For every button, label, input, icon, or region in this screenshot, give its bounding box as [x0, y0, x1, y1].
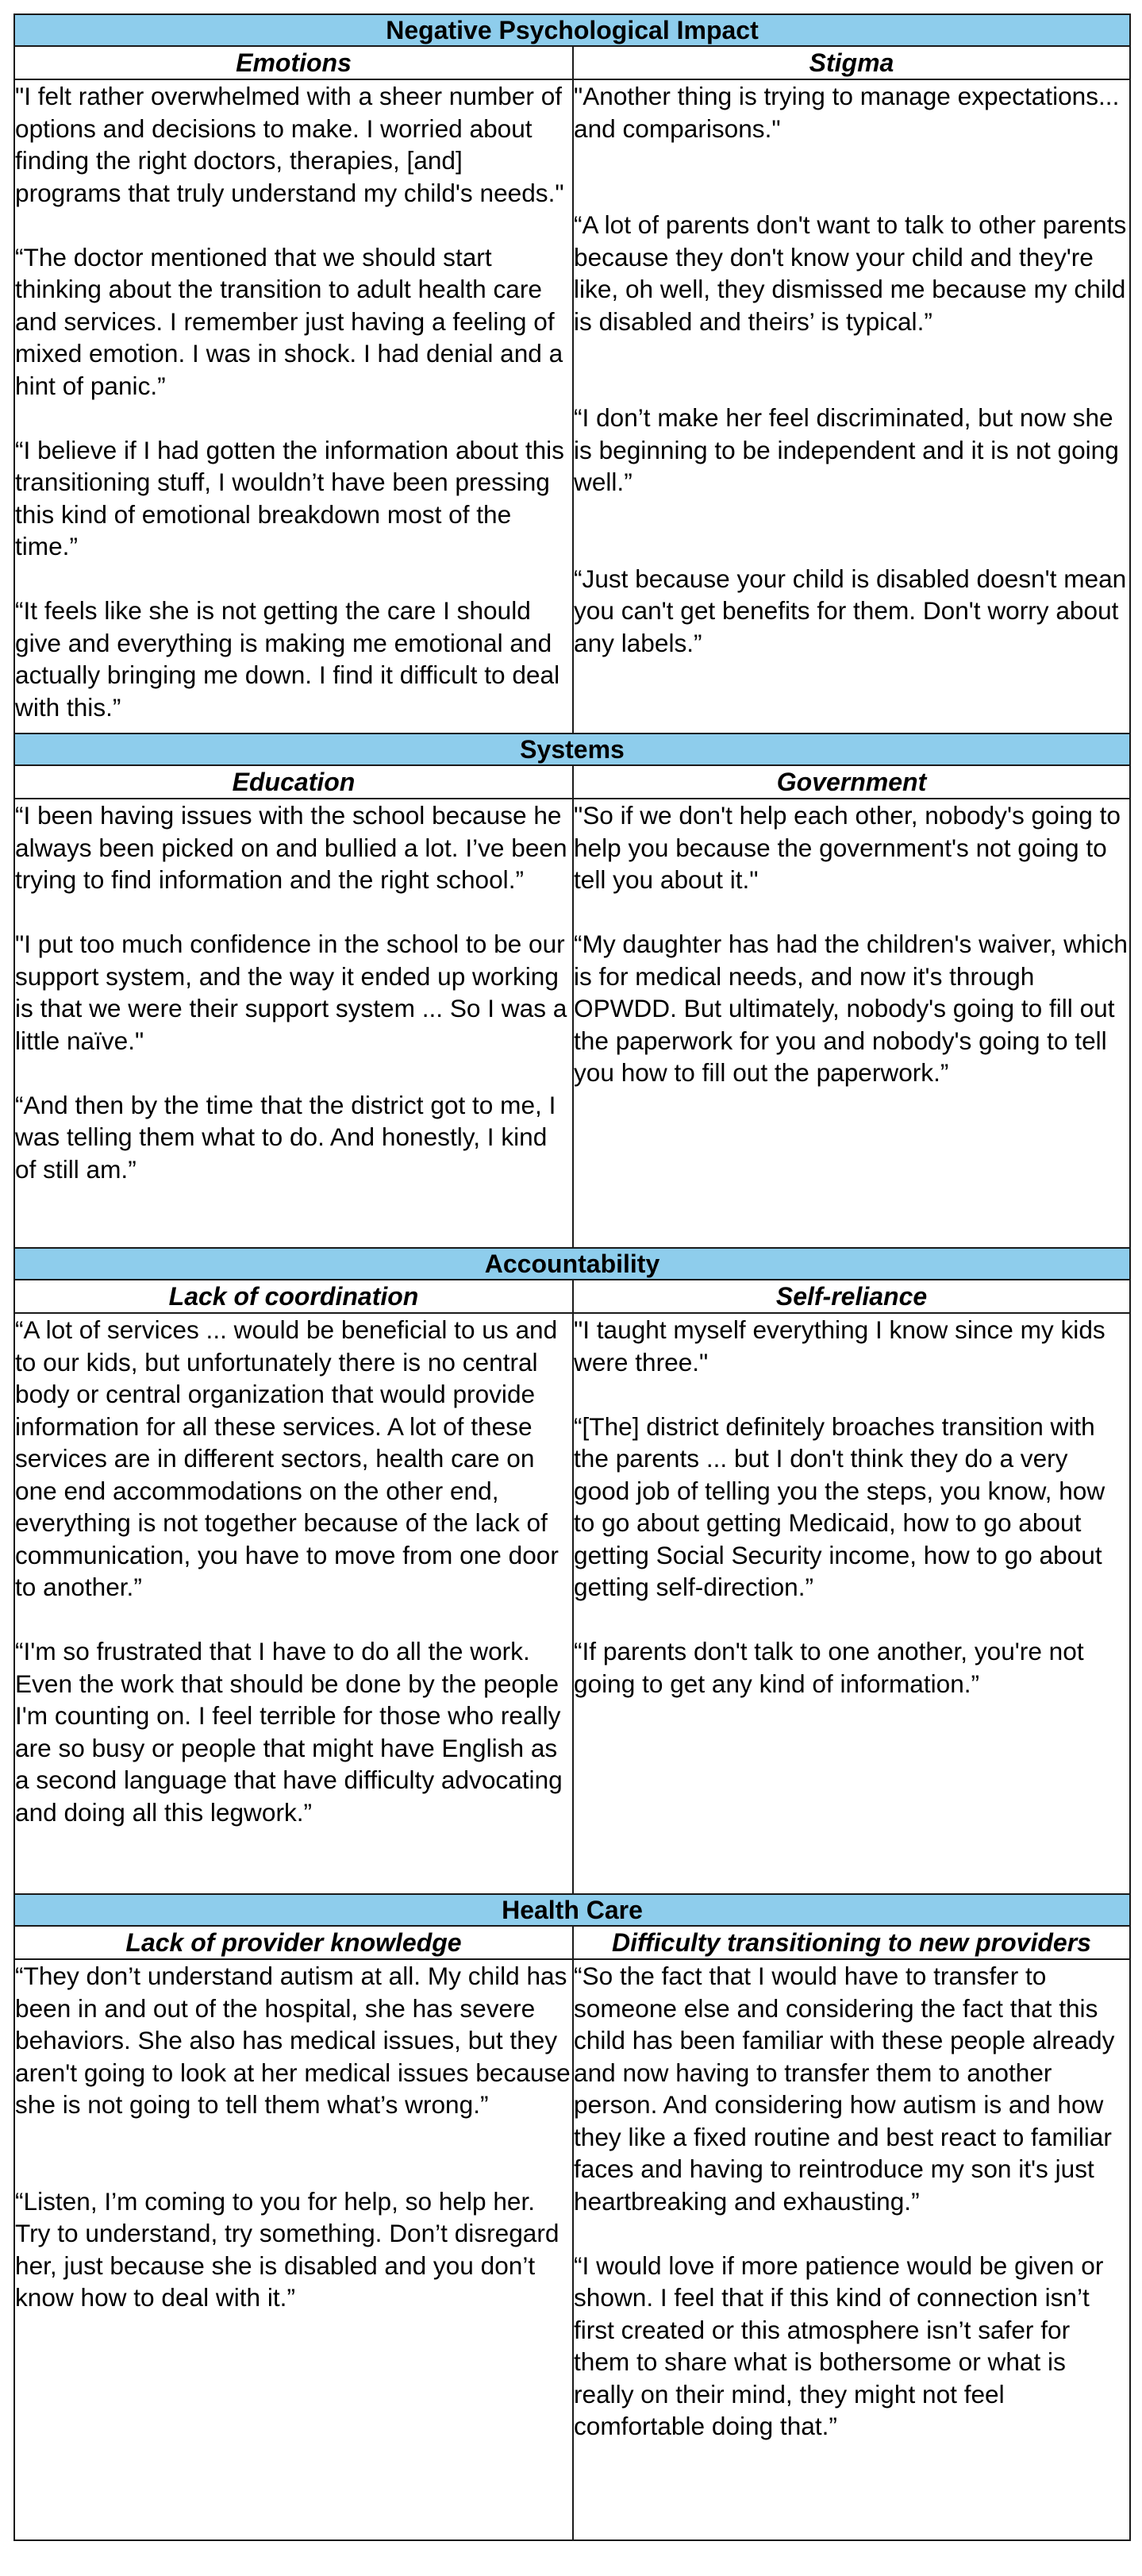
column-heading: Education: [14, 765, 573, 799]
quote-text: “It feels like she is not getting the care I should give and everything is making me emotional and actually bringing me down. I find it difficult to deal with this.”: [15, 596, 560, 722]
quote-text: “[The] district definitely broaches transition with the parents ... but I don't think they do a very good job of telling you the steps, you know, how to go about getting Medicaid, how to go about getting Social Security income, how to go about getting self-direction.”: [574, 1411, 1105, 1601]
quote-text: “I would love if more patience would be given or shown. I feel that if this kind of connection isn’t first created or this atmosphere isn’t safer for them to share what is bothersome or what is really on their mind, they might not feel comfortable doing that.”: [574, 2251, 1104, 2440]
section-header-row: [14, 14, 1130, 46]
quote-text: “Just because your child is disabled doesn't mean you can't get benefits for them. Don't worry about any labels.”: [574, 564, 1127, 657]
section-title: Negative Psychological Impact: [14, 14, 1130, 46]
quote-text: “They don’t understand autism at all. My child has been in and out of the hospital, she has severe behaviors. She also has medical issues, but they aren't going to look at her medical issues because she is not going to tell them what’s wrong.”: [15, 1962, 571, 2119]
column-heading: Lack of provider knowledge: [14, 1926, 573, 1959]
quote-text: “I believe if I had gotten the information about this transitioning stuff, I wouldn’t have been pressing this kind of emotional breakdown most of the time.”: [15, 435, 564, 560]
quote-cell: [14, 799, 573, 1248]
section-header-row: [14, 1894, 1130, 1926]
subheader-row: [14, 765, 1130, 799]
quote-text: “If parents don't talk to one another, you're not going to get any kind of information.”: [574, 1637, 1084, 1698]
column-heading: Emotions: [14, 46, 573, 79]
subheader-row: [14, 46, 1130, 79]
quotes-row: [14, 1313, 1130, 1894]
quote-text: “I'm so frustrated that I have to do all the work. Even the work that should be done by the people I'm counting on. I feel terrible for those who really are so busy or people that might have English as a second language that have difficulty advocating and doing all this legwork.”: [15, 1637, 563, 1827]
column-heading: Stigma: [573, 46, 1130, 79]
section-title: Health Care: [14, 1894, 1130, 1926]
section-header-row: [14, 734, 1130, 765]
subheader-row: [14, 1926, 1130, 1959]
quotes-row: [14, 79, 1130, 734]
quote-text: “So the fact that I would have to transfer to someone else and considering the fact that this child has been familiar with these people already and now having to transfer them to another person. And considering how autism is and how they like a fixed routine and best react to familiar faces and having to reintroduce my son it's just heartbreaking and exhausting.”: [574, 1962, 1115, 2216]
quote-text: “The doctor mentioned that we should start thinking about the transition to adult health care and services. I remember just having a feeling of mixed emotion. I was in shock. I had denial and a hint of panic.”: [15, 242, 563, 400]
quote-text: "I felt rather overwhelmed with a sheer number of options and decisions to make. I worried about finding the right doctors, therapies, [and] programs that truly understand my child's needs.": [15, 82, 564, 207]
section-header-row: [14, 1248, 1130, 1280]
column-heading: Government: [573, 765, 1130, 799]
quote-text: "Another thing is trying to manage expectations... and comparisons.": [574, 82, 1120, 143]
quote-text: "I taught myself everything I know since my kids were three.": [574, 1315, 1105, 1377]
quote-cell: [573, 799, 1130, 1248]
quote-text: “My daughter has had the children's waiver, which is for medical needs, and now it's through OPWDD. But ultimately, nobody's going to fill out the paperwork for you and nobody's going to tell you how to fill out the paperwork.”: [574, 930, 1128, 1087]
quote-text: “I don’t make her feel discriminated, but now she is beginning to be independent and it is not going well.”: [574, 403, 1119, 496]
quote-text: "I put too much confidence in the school to be our support system, and the way it ended up working is that we were their support system ... So I was a little naïve.": [15, 930, 567, 1055]
subheader-row: [14, 1280, 1130, 1313]
quotes-table: [13, 13, 1131, 2541]
quote-text: “Listen, I’m coming to you for help, so help her. Try to understand, try something. Don’t disregard her, just because she is disabled and you don’t know how to deal with it.”: [15, 2186, 559, 2312]
quote-text: “I been having issues with the school because he always been picked on and bullied a lot. I’ve been trying to find information and the right school.”: [15, 801, 567, 894]
column-heading: Self-reliance: [573, 1280, 1130, 1313]
quote-cell: [573, 79, 1130, 734]
column-heading: Lack of coordination: [14, 1280, 573, 1313]
quote-text: “A lot of parents don't want to talk to other parents because they don't know your child and they're like, oh well, they dismissed me because my child is disabled and theirs’ is typical.”: [574, 210, 1127, 336]
quote-text: “A lot of services ... would be beneficial to us and to our kids, but unfortunately there is no central body or central organization that would provide information for all these services. A lot of these services are in different sectors, health care on one end accommodations on the other end, everything is not together because of the lack of communication, you have to move from one door to another.”: [15, 1315, 559, 1601]
quote-text: “And then by the time that the district got to me, I was telling them what to do. And honestly, I kind of still am.”: [15, 1090, 556, 1184]
quote-cell: [573, 1313, 1130, 1894]
quote-cell: [14, 1313, 573, 1894]
column-heading: Difficulty transitioning to new providers: [573, 1926, 1130, 1959]
quote-text: "So if we don't help each other, nobody's going to help you because the government's not going to tell you about it.": [574, 801, 1121, 894]
quote-cell: [14, 79, 573, 734]
quotes-row: [14, 1959, 1130, 2540]
section-title: Systems: [14, 734, 1130, 765]
section-title: Accountability: [14, 1248, 1130, 1280]
quote-cell: [14, 1959, 573, 2540]
quotes-row: [14, 799, 1130, 1248]
quote-cell: [573, 1959, 1130, 2540]
